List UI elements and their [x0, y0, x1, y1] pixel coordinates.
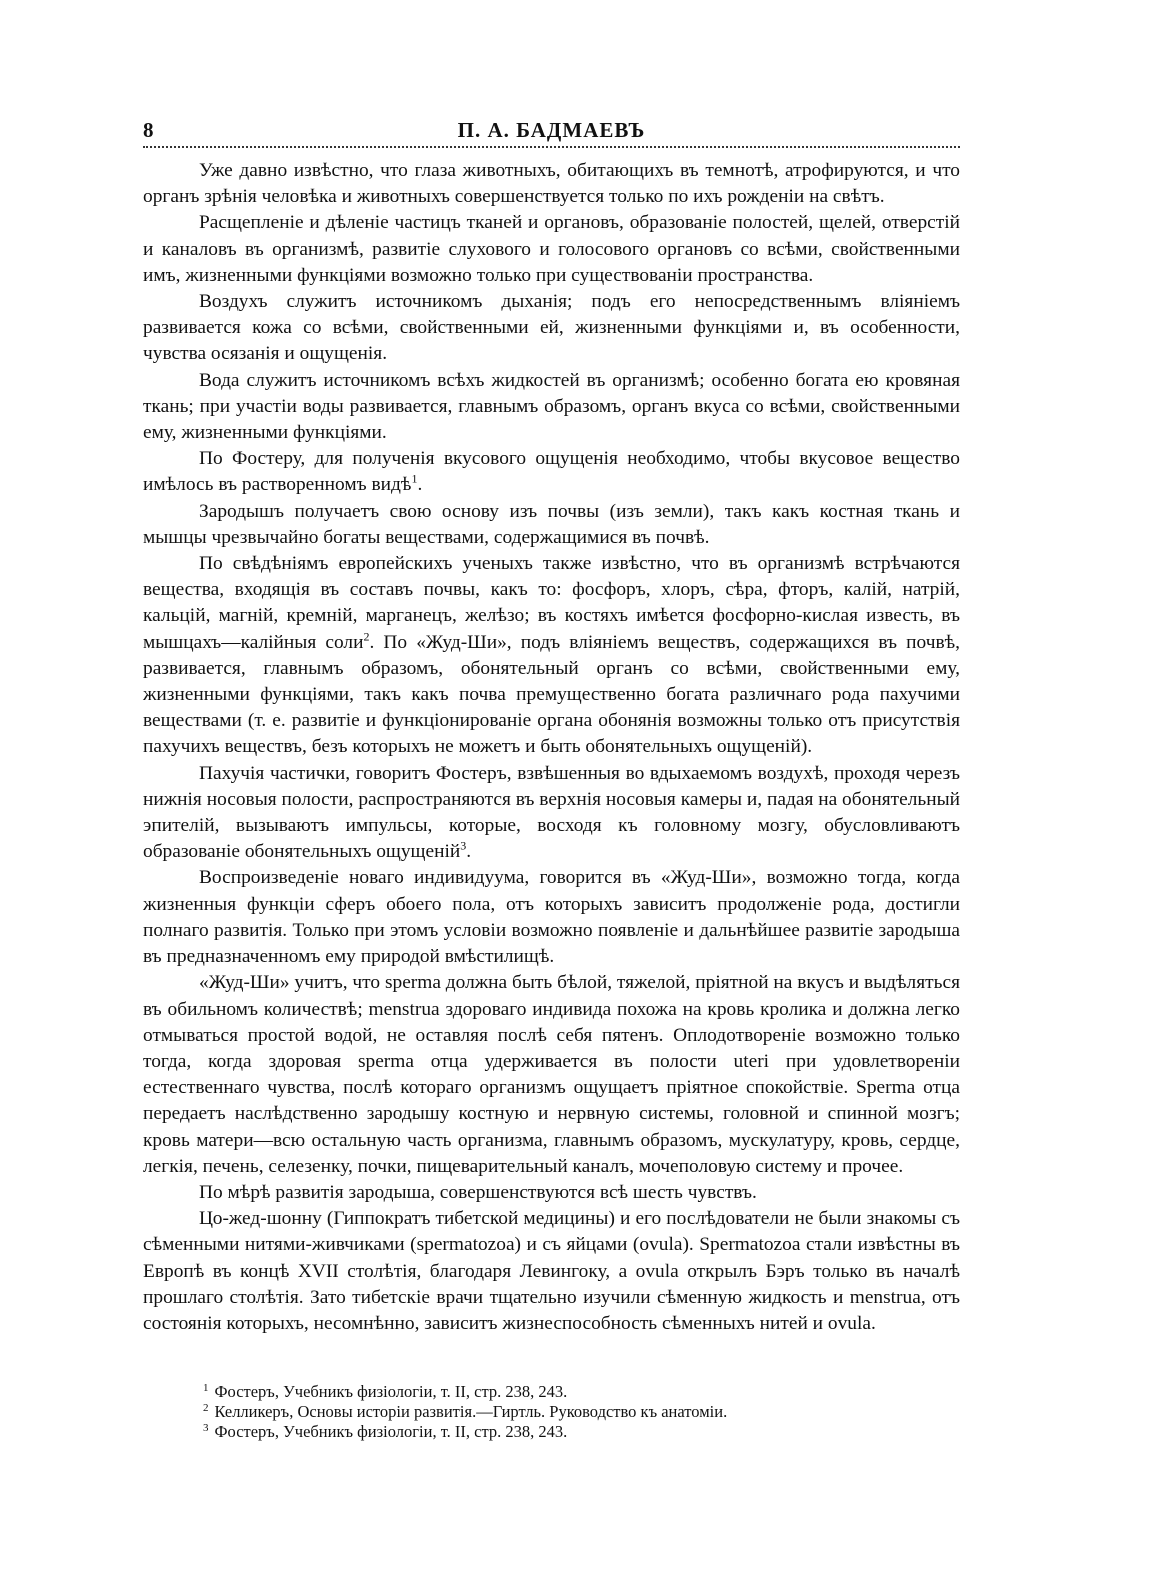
paragraph: По Фостеру, для полученія вкусового ощущенія необходимо, чтобы вкусовое вещество имѣлось въ растворенномъ видѣ$^1$. — [143, 448, 960, 496]
paragraph: Расщепленіе и дѣленіе частицъ тканей и органовъ, образованіе полостей, щелей, отверстій и каналовъ въ организмѣ, развитіе слухового и голосового органовъ со всѣми, свойственными имъ, жизненными функціями возможно только при существованіи пространства. — [143, 212, 960, 286]
footnote-reference: 3 — [460, 838, 467, 853]
paragraph: Воспроизведеніе новаго индивидуума, говорится въ «Жуд-Ши», возможно тогда, когда жизненныя функціи сферъ обоего пола, отъ которыхъ зависитъ продолженіе рода, достигли полнаго развитія. Только при этомъ условіи возможно появленіе и дальнѣйшее развитіе зародыша въ предназначенномъ ему природой вмѣстилищѣ. — [143, 867, 960, 968]
paragraph: Зародышъ получаетъ свою основу изъ почвы (изъ земли), такъ какъ костная ткань и мышцы чрезвычайно богаты веществами, содержащимися въ почвѣ. — [143, 500, 960, 548]
footnotes — [203, 1382, 963, 1442]
footnote: $^1$ Фостеръ, Учебникъ физіологіи, т. II, стр. 238, 243. — [203, 1381, 568, 1401]
footnote-reference: 1 — [411, 471, 418, 486]
footnote: $^2$ Келликеръ, Основы исторіи развитія.—Гиртль. Руководство къ анатоміи. — [203, 1401, 728, 1421]
footnote-reference: 2 — [363, 629, 370, 644]
paragraph: Цо-жед-шонну (Гиппократъ тибетской медицины) и его послѣдователи не были знакомы съ сѣменными нитями-живчиками (spermatozoa) и съ яйцами (ovula). Spermatozoa стали извѣстны въ Европѣ въ концѣ XVII столѣтія, благодаря Левингоку, а ovula открылъ Бэръ только въ началѣ прошлаго столѣтія. Зато тибетскіе врачи тщательно изучили сѣменную жидкость и menstrua, отъ состоянія которыхъ, несомнѣнно, зависитъ жизнеспособность сѣменныхъ нитей и ovula. — [143, 1208, 960, 1334]
paragraph: Вода служитъ источникомъ всѣхъ жидкостей въ организмѣ; особенно богата ею кровяная ткань; при участіи воды развивается, главнымъ образомъ, органъ вкуса со всѣми, свойственными ему, жизненными функціями. — [143, 369, 960, 444]
page-header — [143, 118, 960, 148]
body-text — [143, 158, 960, 1337]
running-title: П. А. БАДМАЕВЪ — [457, 118, 646, 142]
page — [143, 118, 960, 1337]
paragraph: Пахучія частички, говоритъ Фостеръ, взвѣшенныя во вдыхаемомъ воздухѣ, проходя черезъ нижнія носовыя полости, распространяются въ верхнія носовыя камеры и, падая на обонятельный эпителій, вызываютъ импульсы, которые, восходя къ головному мозгу, обусловливаютъ образованіе обонятельныхъ ощущеній$^3$. — [143, 762, 960, 863]
paragraph: «Жуд-Ши» учитъ, что sperma должна быть бѣлой, тяжелой, пріятной на вкусъ и выдѣляться въ обильномъ количествѣ; menstrua здороваго индивида похожа на кровь кролика и должна легко отмываться простой водой, не оставляя послѣ себя пятенъ. Оплодотвореніе возможно только тогда, когда здоровая sperma отца удерживается въ полости uteri при удовлетвореніи естественнаго чувства, послѣ котораго организмъ ощущаетъ пріятное спокойствіе. Sperma отца передаетъ наслѣдственно зародышу костную и нервную системы, головной и спинной мозгъ; кровь матери—всю остальную часть организма, главнымъ образомъ, мускулатуру, кровь, сердце, легкія, печень, селезенку, почки, пищеварительный каналъ, мочеполовую систему и прочее. — [143, 972, 960, 1177]
footnote: $^3$ Фостеръ, Учебникъ физіологіи, т. II, стр. 238, 243. — [203, 1421, 568, 1441]
page-number: 8 — [143, 118, 154, 142]
paragraph: По мѣрѣ развитія зародыша, совершенствуются всѣ шесть чувствъ. — [199, 1181, 757, 1203]
paragraph: Воздухъ служитъ источникомъ дыханія; подъ его непосредственнымъ вліяніемъ развивается кожа со всѣми, свойственными ей, жизненными функціями и, въ особенности, чувства осязанія и ощущенія. — [143, 291, 960, 365]
paragraph: По свѣдѣніямъ европейскихъ ученыхъ также извѣстно, что въ организмѣ встрѣчаются вещества, входящія въ составъ почвы, какъ то: фосфоръ, хлоръ, сѣра, фторъ, калій, натрій, кальцій, магній, кремній, марганецъ, желѣзо; въ костяхъ имѣется фосфорно-кислая известь, въ мышцахъ—калійныя соли$^2$. По «Жуд-Ши», подъ вліяніемъ веществъ, содержащихся въ почвѣ, развивается, главнымъ образомъ, обонятельный органъ со всѣми, свойственными ему, жизненными функціями, такъ какъ почва премущественно богата различнаго рода пахучими веществами (т. е. развитіе и функціонированіе органа обонянія возможны только отъ присутствія пахучихъ веществъ, безъ которыхъ не можетъ и быть обонятельныхъ ощущеній). — [143, 553, 960, 758]
paragraph: Уже давно извѣстно, что глаза животныхъ, обитающихъ въ темнотѣ, атрофируются, и что органъ зрѣнія человѣка и животныхъ совершенствуется только по ихъ рожденіи на свѣтъ. — [143, 160, 960, 208]
